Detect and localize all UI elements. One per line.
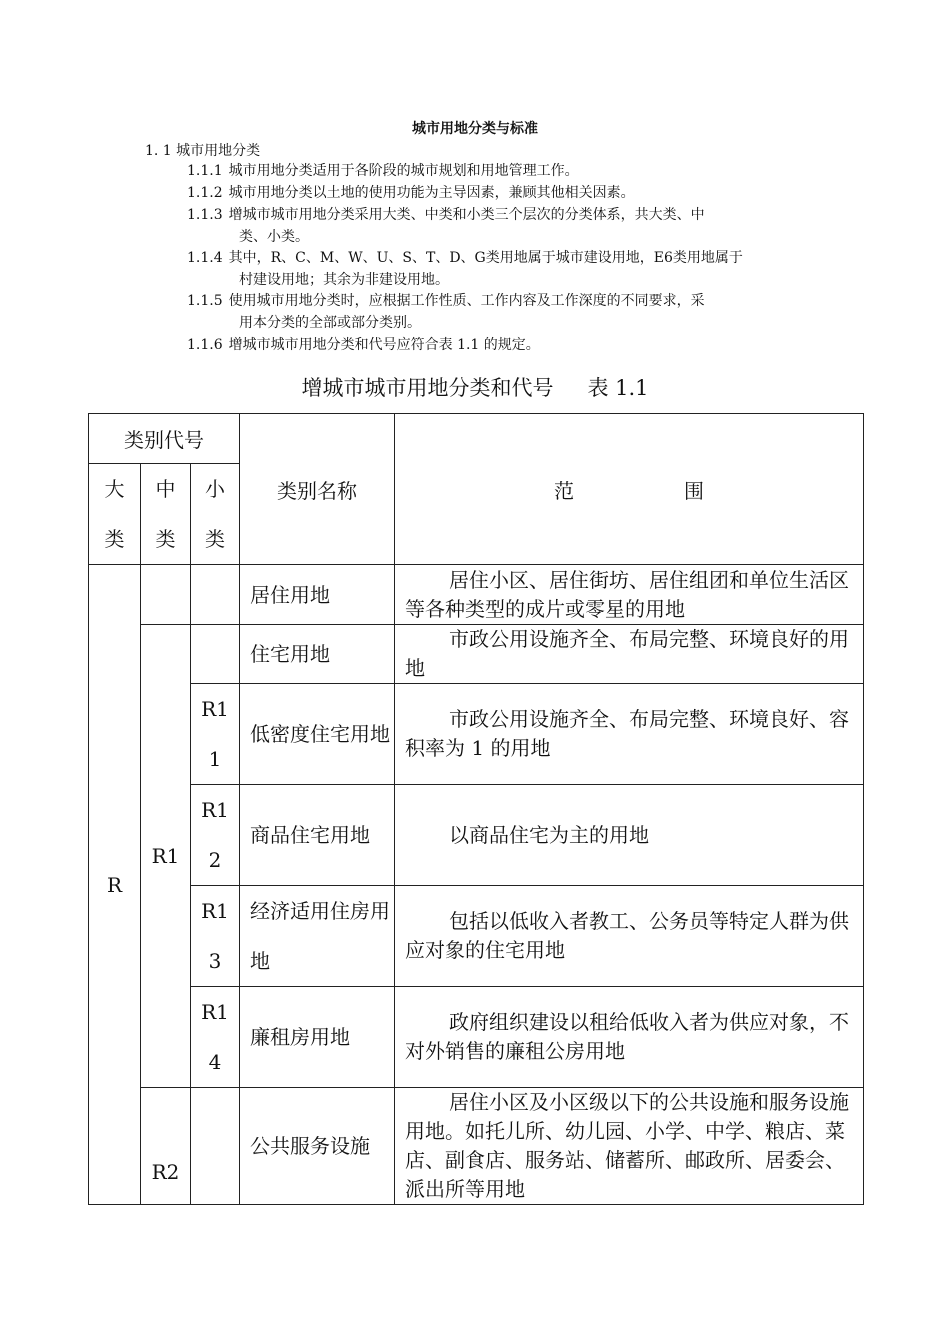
clause-text: 使用城市用地分类时，应根据工作性质、工作内容及工作深度的不同要求，采: [228, 293, 705, 309]
range-cell: 市政公用设施齐全、布局完整、环境良好、容积率为 1 的用地: [395, 684, 864, 785]
category-name-cell: 低密度住宅用地: [240, 684, 395, 785]
table-title: 增城市城市用地分类和代号: [301, 376, 554, 400]
clause-number: 1.1.3: [187, 207, 223, 223]
minor-code-cell: R1 4: [191, 987, 240, 1088]
range-cell: 市政公用设施齐全、布局完整、环境良好的用地: [395, 625, 864, 684]
clause-1-1-4: [187, 247, 812, 291]
table-row: [89, 625, 864, 684]
table-number: 表 1.1: [587, 376, 649, 400]
table-row: [89, 886, 864, 987]
header-minor-class: 小 类: [191, 464, 240, 565]
major-code-cell: R: [89, 565, 141, 1205]
document-title: 城市用地分类与标准: [412, 121, 538, 137]
minor-code-cell: [191, 1088, 240, 1205]
table-row: [89, 987, 864, 1088]
clause-continuation: 类、小类。: [239, 229, 309, 245]
clause-number: 1.1.2: [187, 185, 223, 201]
clause-continuation: 村建设用地；其余为非建设用地。: [239, 272, 449, 288]
header-middle-class: 中 类: [141, 464, 191, 565]
range-cell: 以商品住宅为主的用地: [395, 785, 864, 886]
clause-continuation: 用本分类的全部或部分类别。: [239, 315, 421, 331]
clause-1-1-2: [187, 182, 812, 204]
section-heading: 1. 1 城市用地分类: [145, 143, 261, 159]
table-row: [89, 684, 864, 785]
minor-code-cell: R1 1: [191, 684, 240, 785]
land-classification-table: [88, 413, 864, 1205]
clause-text: 增城市城市用地分类和代号应符合表 1.1 的规定。: [228, 337, 540, 353]
clause-number: 1.1.4: [187, 250, 223, 266]
header-major-class: 大 类: [89, 464, 141, 565]
minor-code-cell: [191, 625, 240, 684]
middle-code-cell: R1: [141, 625, 191, 1088]
range-cell: 居住小区及小区级以下的公共设施和服务设施用地。如托儿所、幼儿园、小学、中学、粮店、菜店、副食店、服务站、储蓄所、邮政所、居委会、派出所等用地: [395, 1088, 864, 1205]
clause-1-1-6: [187, 334, 812, 356]
clause-text: 城市用地分类以土地的使用功能为主导因素，兼顾其他相关因素。: [228, 185, 635, 201]
category-name-cell: 居住用地: [240, 565, 395, 625]
category-name-cell: 经济适用住房用地: [240, 886, 395, 987]
middle-code-cell: [141, 565, 191, 625]
middle-code-cell: R2: [141, 1088, 191, 1205]
clause-text: 其中，R、C、M、W、U、S、T、D、G类用地属于城市建设用地，E6类用地属于: [228, 250, 743, 266]
header-category-name: 类别名称: [240, 414, 395, 565]
clause-text: 增城市城市用地分类采用大类、中类和小类三个层次的分类体系，共大类、中: [228, 207, 705, 223]
category-name-cell: 商品住宅用地: [240, 785, 395, 886]
clause-1-1-1: [187, 160, 812, 182]
clause-1-1-5: [187, 290, 812, 334]
header-range: [395, 414, 864, 565]
category-name-cell: 住宅用地: [240, 625, 395, 684]
header-range-char-1: 范: [554, 478, 574, 503]
clause-number: 1.1.1: [187, 163, 223, 179]
table-row: [89, 1088, 864, 1205]
table-row: [89, 785, 864, 886]
clause-number: 1.1.5: [187, 293, 223, 309]
clause-1-1-3: [187, 204, 812, 248]
clause-number: 1.1.6: [187, 337, 223, 353]
minor-code-cell: [191, 565, 240, 625]
table-row: [89, 565, 864, 625]
table-caption: [0, 372, 950, 402]
minor-code-cell: R1 2: [191, 785, 240, 886]
category-name-cell: 公共服务设施: [240, 1088, 395, 1205]
header-range-char-2: 围: [684, 478, 704, 503]
clause-text: 城市用地分类适用于各阶段的城市规划和用地管理工作。: [228, 163, 579, 179]
range-cell: 包括以低收入者教工、公务员等特定人群为供应对象的住宅用地: [395, 886, 864, 987]
header-category-code: 类别代号: [89, 414, 240, 464]
range-cell: 政府组织建设以租给低收入者为供应对象，不对外销售的廉租公房用地: [395, 987, 864, 1088]
minor-code-cell: R1 3: [191, 886, 240, 987]
category-name-cell: 廉租房用地: [240, 987, 395, 1088]
range-cell: 居住小区、居住街坊、居住组团和单位生活区等各种类型的成片或零星的用地: [395, 565, 864, 625]
